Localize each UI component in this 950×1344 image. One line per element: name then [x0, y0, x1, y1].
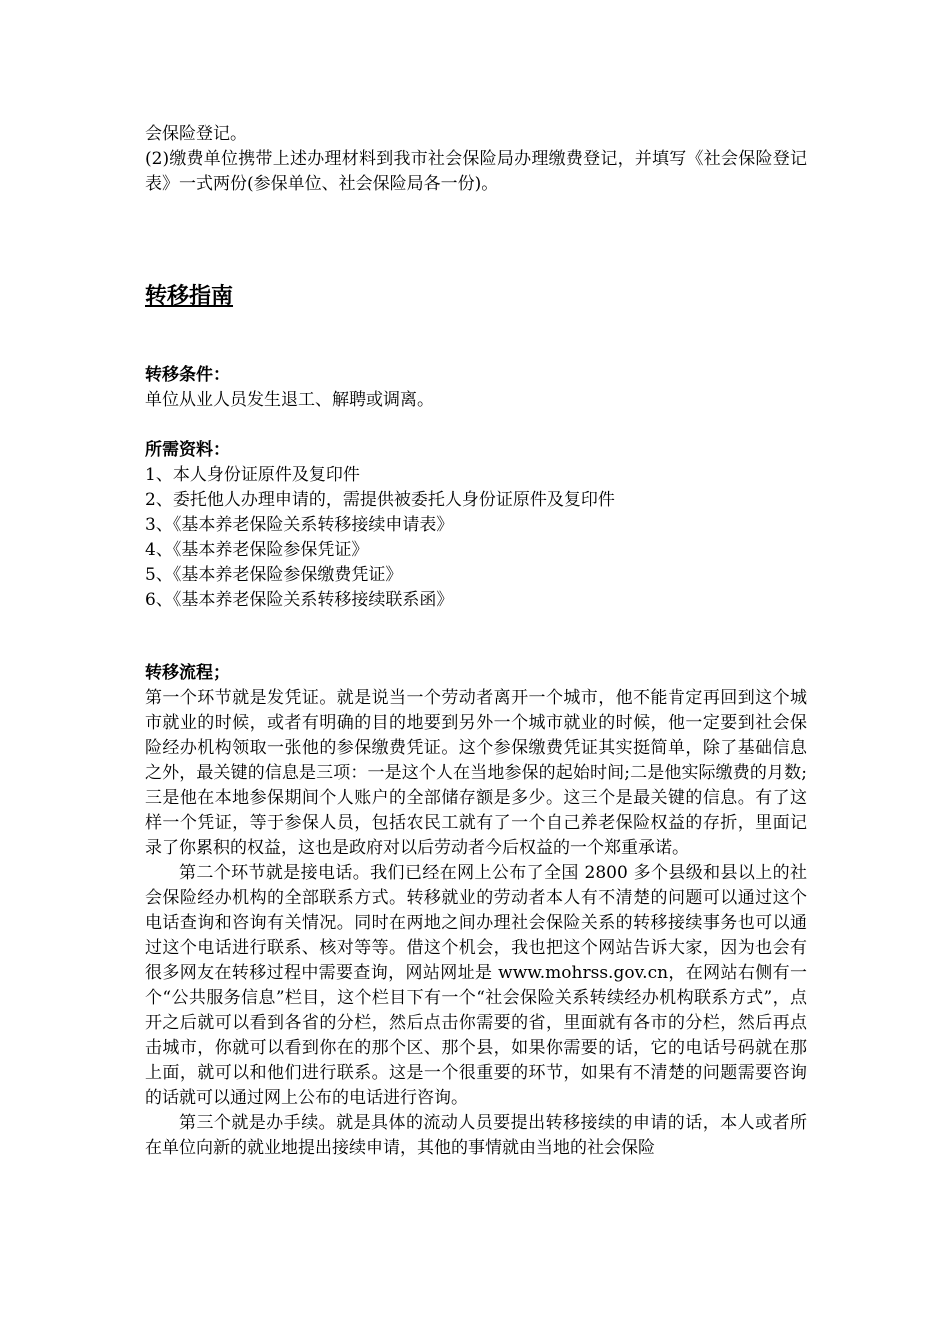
list-item: 4、《基本养老保险参保凭证》: [145, 540, 369, 560]
spacer: [145, 197, 807, 281]
list-item: 5、《基本养老保险参保缴费凭证》: [145, 565, 403, 585]
process-paragraph-2: 第二个环节就是接电话。我们已经在网上公布了全国 2800 多个县级和县以上的社会保险经办机构的全部联系方式。转移就业的劳动者本人有不清楚的问题可以通过这个电话查询和咨询有关情况。同时在两地之间办理社会保险关系的转移接续事务也可以通过这个电话进行联系、核对等等。借这个机会，我也把这个网站告诉大家，因为也会有很多网友在转移过程中需要查询，网站网址是 www.mohrss.gov.cn，在网站右侧有一个“公共服务信息”栏目，这个栏目下有一个“社会保险关系转续经办机构联系方式”，点开之后就可以看到各省的分栏，然后点击你需要的省，里面就有各市的分栏，然后再点击城市，你就可以看到你在的那个区、那个县，如果你需要的话，它的电话号码就在那上面，就可以和他们进行联系。这是一个很重要的环节，如果有不清楚的问题需要咨询的话就可以通过网上公布的电话进行咨询。: [145, 863, 807, 1108]
intro-line: 会保险登记。: [145, 124, 247, 144]
process-paragraph-1: 第一个环节就是发凭证。就是说当一个劳动者离开一个城市，他不能肯定再回到这个城市就业的时候，或者有明确的目的地要到另外一个城市就业的时候，他一定要到社会保险经办机构领取一张他的参保缴费凭证。这个参保缴费凭证其实挺简单，除了基础信息之外，最关键的信息是三项：一是这个人在当地参保的起始时间;二是他实际缴费的月数;三是他在本地参保期间个人账户的全部储存额是多少。这三个是最关键的信息。有了这样一个凭证，等于参保人员，包括农民工就有了一个自己养老保险权益的存折，里面记录了你累积的权益，这也是政府对以后劳动者今后权益的一个郑重承诺。: [145, 688, 807, 858]
list-item: 6、《基本养老保险关系转移接续联系函》: [145, 590, 454, 610]
list-item: 3、《基本养老保险关系转移接续申请表》: [145, 515, 454, 535]
document-body: [145, 122, 807, 1161]
materials-list: [145, 463, 807, 613]
process-paragraph-3: 第三个就是办手续。就是具体的流动人员要提出转移接续的申请的话，本人或者所在单位向新的就业地提出接续申请，其他的事情就由当地的社会保险: [145, 1113, 807, 1158]
section-title: 转移指南: [145, 283, 234, 309]
spacer: [145, 311, 807, 363]
conditions-text: 单位从业人员发生退工、解聘或调离。: [145, 390, 434, 410]
conditions-label: 转移条件：: [145, 365, 230, 385]
spacer: [145, 613, 807, 661]
spacer: [145, 413, 807, 438]
process-label: 转移流程；: [145, 663, 230, 683]
list-item: 2、委托他人办理申请的，需提供被委托人身份证原件及复印件: [145, 490, 615, 510]
list-item: 1、本人身份证原件及复印件: [145, 465, 360, 485]
intro-paragraph: (2)缴费单位携带上述办理材料到我市社会保险局办理缴费登记，并填写《社会保险登记表》一式两份(参保单位、社会保险局各一份)。: [145, 149, 807, 194]
materials-label: 所需资料：: [145, 440, 230, 460]
